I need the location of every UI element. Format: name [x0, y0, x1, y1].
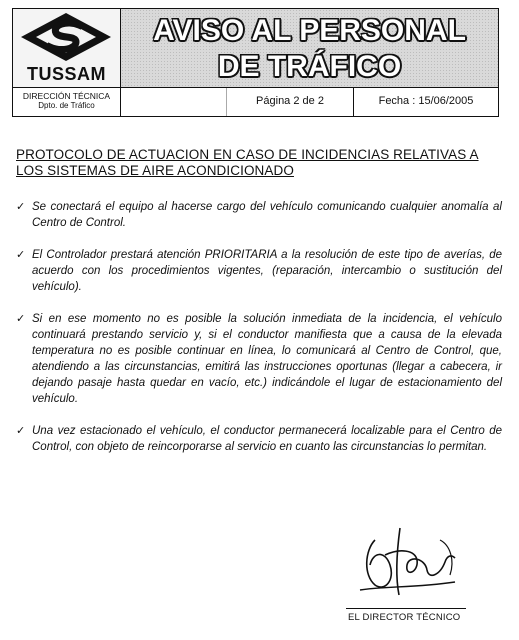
signature [355, 520, 475, 610]
page-number: Página 2 de 2 [256, 95, 324, 107]
check-icon: ✓ [16, 313, 26, 325]
title-line-1: AVISO AL PERSONAL [153, 14, 466, 47]
department-cell [13, 88, 121, 116]
title-line-2: DE TRÁFICO [217, 50, 402, 83]
company-logo [13, 9, 121, 87]
document-title [121, 13, 498, 85]
document-header [12, 8, 499, 117]
list-item-text: Se conectará el equipo al hacerse cargo del vehículo comunicando cualquier anomalía al Centro de Control. [32, 201, 502, 229]
department-subname: Dpto. de Tráfico [38, 101, 95, 110]
tussam-logo-icon [19, 11, 113, 63]
list-item-text: Una vez estacionado el vehículo, el conductor permanecerá localizable para el Centro de Control, con objeto de reincorporarse al servicio en cuanto las circunstancias lo permitan. [32, 425, 502, 453]
list-item [16, 247, 502, 295]
title-banner [121, 9, 498, 87]
check-icon: ✓ [16, 201, 26, 213]
page-cell [227, 88, 354, 116]
department-name: DIRECCIÓN TÉCNICA [22, 91, 111, 101]
list-item [16, 311, 502, 407]
list-item-text: El Controlador prestará atención PRIORITARIA a la resolución de este tipo de averías, de acuerdo con los procedimientos vigentes, (reparación, intercambio o sustitución del vehículo). [32, 249, 502, 293]
blank-cell [121, 88, 227, 116]
logo-text: TUSSAM [27, 64, 106, 84]
document-date: Fecha : 15/06/2005 [378, 95, 474, 107]
list-item [16, 199, 502, 231]
check-icon: ✓ [16, 425, 26, 437]
date-cell [354, 88, 498, 116]
check-icon: ✓ [16, 249, 26, 261]
document-heading: PROTOCOLO DE ACTUACION EN CASO DE INCIDENCIAS RELATIVAS A LOS SISTEMAS DE AIRE ACONDICIONADO [16, 147, 479, 178]
signature-line [346, 608, 466, 609]
header-info-row [13, 87, 498, 116]
list-item-text: Si en ese momento no es posible la solución inmediata de la incidencia, el vehículo continuará prestando servicio y, si el conductor manifiesta que a causa de la elevada temperatura no es posible continuar en línea, lo comunicará al Centro de Control, que, atendiendo a las circunstancias, emitirá las instrucciones oportunas (llegar a cabecera, ir dejando pasaje hasta quedar en vacío, etc.) indicándole el lugar de estacionamiento del vehículo. [32, 313, 502, 405]
list-item [16, 423, 502, 455]
signatory-title: EL DIRECTOR TÉCNICO [348, 612, 461, 623]
